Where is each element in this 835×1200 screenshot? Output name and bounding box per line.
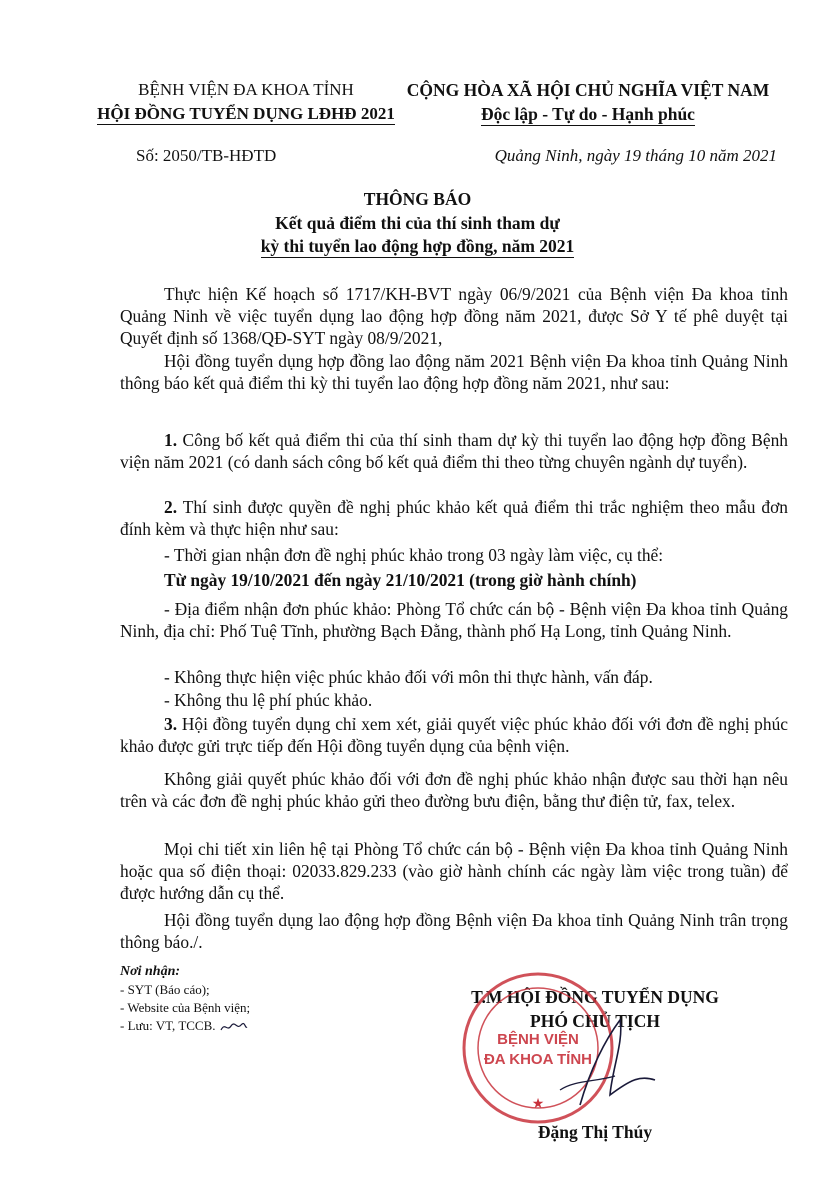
item-2-number: 2. [164,497,178,517]
issuing-organization [96,78,396,126]
item-1-text: Công bố kết quả điểm thi của thí sinh tham dự kỳ thi tuyển lao động hợp đồng Bệnh viện năm 2021 (có danh sách công bố kết quả điểm thi theo từng chuyên ngành dự tuyển). [120,430,788,472]
recipients-label: Nơi nhận: [120,964,181,979]
dash-time: - Thời gian nhận đơn đề nghị phúc khảo trong 03 ngày làm việc, cụ thể: [164,545,664,565]
notice-subtitle-1: Kết quả điểm thi của thí sinh tham dự [275,213,560,233]
dash-no-practical: - Không thực hiện việc phúc khảo đối với môn thi thực hành, vấn đáp. [164,667,653,687]
council-name: HỘI ĐỒNG TUYỂN DỤNG LĐHĐ 2021 [97,104,395,123]
item-2 [120,496,788,540]
item-3 [120,713,788,757]
document-number: Số: 2050/TB-HĐTD [136,146,277,165]
paragraph-announcement: Hội đồng tuyển dụng hợp đồng lao động năm 2021 Bệnh viện Đa khoa tỉnh Quảng Ninh thông báo kết quả điểm thi kỳ thi tuyển lao động hợp đồng năm 2021, như sau: [120,351,788,393]
recipient-item: - SYT (Báo cáo); [120,982,210,997]
item-3-text: Hội đồng tuyển dụng chỉ xem xét, giải quyết việc phúc khảo đối với đơn đề nghị phúc khảo được gửi trực tiếp đến Hội đồng tuyển dụng của bệnh viện. [120,714,788,756]
place-date: Quảng Ninh, ngày 19 tháng 10 năm 2021 [494,146,777,165]
stamp-text-1: BỆNH VIỆN [497,1031,579,1048]
recipients-block [120,963,250,1035]
paragraph-exclusions: Không giải quyết phúc khảo đối với đơn đề nghị phúc khảo nhận được sau thời hạn nêu trên và các đơn đề nghị phúc khảo gửi theo đường bưu điện, bằng thư điện tử, fax, telex. [120,769,788,811]
notice-title: THÔNG BÁO [363,189,472,209]
motto: Độc lập - Tự do - Hạnh phúc [481,104,695,124]
recipient-item: - Lưu: VT, TCCB. [120,1018,216,1033]
item-2-text: Thí sinh được quyền đề nghị phúc khảo kết quả điểm thi trắc nghiệm theo mẫu đơn đính kèm và thực hiện như sau: [120,497,788,539]
paragraph-contact: Mọi chi tiết xin liên hệ tại Phòng Tổ chức cán bộ - Bệnh viện Đa khoa tỉnh Quảng Ninh hoặc qua số điện thoại: 02033.829.233 (vào giờ hành chính các ngày làm việc trong tuần) để được hướng dẫn cụ thể. [120,839,788,903]
paragraph-basis: Thực hiện Kế hoạch số 1717/KH-BVT ngày 06/9/2021 của Bệnh viện Đa khoa tỉnh Quảng Ninh về việc tuyển dụng lao động hợp đồng năm 2021, được Sở Y tế phê duyệt tại Quyết định số 1368/QĐ-SYT ngày 08/9/2021, [120,284,788,348]
notice-subtitle-2: kỳ thi tuyển lao động hợp đồng, năm 2021 [260,236,575,256]
org-name: BỆNH VIỆN ĐA KHOA TỈNH [138,80,354,99]
dash-location: - Địa điểm nhận đơn phúc khảo: Phòng Tổ chức cán bộ - Bệnh viện Đa khoa tỉnh Quảng Ninh, địa chỉ: Phố Tuệ Tĩnh, phường Bạch Đằng, thành phố Hạ Long, tỉnh Quảng Ninh. [120,599,788,641]
national-motto [388,78,788,126]
paragraph-closing: Hội đồng tuyển dụng lao động hợp đồng Bệnh viện Đa khoa tỉnh Quảng Ninh trân trọng thông báo./. [120,910,788,952]
stamp-star-icon: ★ [531,1097,545,1112]
item-1 [120,429,788,473]
handwritten-signature [520,1010,670,1120]
application-dates: Từ ngày 19/10/2021 đến ngày 21/10/2021 (trong giờ hành chính) [164,570,637,590]
initials-scribble [219,1020,249,1034]
signature-title: T.M HỘI ĐỒNG TUYỂN DỤNG [471,987,719,1007]
item-1-number: 1. [164,430,178,450]
signer-name: Đặng Thị Thúy [537,1122,653,1142]
item-3-number: 3. [164,714,178,734]
recipient-item: - Website của Bệnh viện; [120,1000,251,1015]
stamp-text-2: ĐA KHOA TỈNH [483,1051,593,1068]
dash-no-fee: - Không thu lệ phí phúc khảo. [164,690,373,710]
signature-position: PHÓ CHỦ TỊCH [530,1011,660,1031]
country-name: CỘNG HÒA XÃ HỘI CHỦ NGHĨA VIỆT NAM [406,80,770,100]
